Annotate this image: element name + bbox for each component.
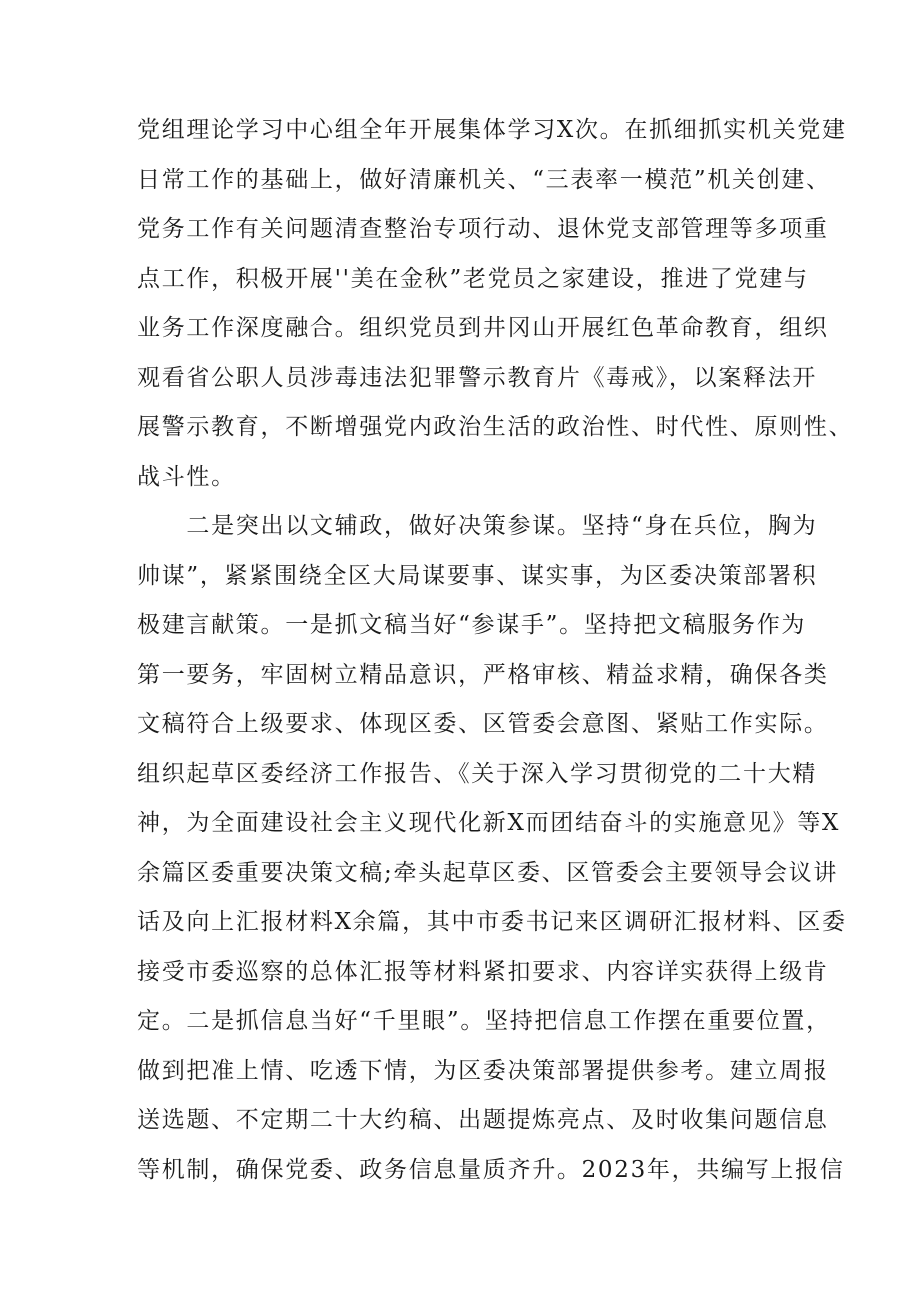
text-line: 点工作，积极开展''美在金秋”老党员之家建设，推进了党建与 [137,265,809,292]
text-line: 极建言献策。一是抓文稿当好“参谋手”。坚持把文稿服务作为 [137,612,807,638]
text-line: 帅谋”，紧紧围绕全区大局谋要事、谋实事，为区委决策部署积 [137,562,818,589]
text-line: 组织起草区委经济工作报告、《关于深入学习贯彻党的二十大精 [137,760,818,787]
text-line: 文稿符合上级要求、体现区委、区管委会意图、紧贴工作实际。 [137,711,829,737]
text-line: 神，为全面建设社会主义现代化新X而团结奋斗的实施意见》等X [137,810,841,836]
text-line: 党组理论学习中心组全年开展集体学习X次。在抓细抓实机关党建 [137,117,847,143]
text-line: 二是突出以文辅政，做好决策参谋。坚持“身在兵位，胸为 [137,513,818,539]
paragraph-party-building [137,106,854,502]
text-line: 第一要务，牢固树立精品意识，严格审核、精益求精，确保各类 [137,661,829,688]
text-line: 送选题、不定期二十大约稿、出题提炼亮点、及时收集问题信息 [137,1107,829,1133]
text-line: 接受市委巡察的总体汇报等材料紧扣要求、内容详实获得上级肯 [137,958,829,985]
body-text [137,106,854,1195]
text-line: 定。二是抓信息当好“千里眼”。坚持把信息工作摆在重要位置， [137,1008,831,1034]
text-line: 战斗性。 [137,463,236,490]
paragraph-decision-support [137,502,847,1195]
text-line: 日常工作的基础上，做好清廉机关、“三表率一模范”机关创建、 [137,166,831,193]
text-line: 展警示教育，不断增强党内政治生活的政治性、时代性、原则性、 [137,414,854,440]
text-line: 等机制，确保党委、政务信息量质齐升。2023年，共编写上报信 [137,1156,845,1183]
text-line: 业务工作深度融合。组织党员到井冈山开展红色革命教育，组织 [137,315,829,341]
text-line: 观看省公职人员涉毒违法犯罪警示教育片《毒戒》，以案释法开 [137,364,818,391]
text-line: 话及向上汇报材料X余篇，其中市委书记来区调研汇报材料、区委 [137,909,847,935]
text-line: 党务工作有关问题清查整治专项行动、退休党支部管理等多项重 [137,216,829,242]
text-line: 余篇区委重要决策文稿;牵头起草区委、区管委会主要领导会议讲 [137,859,839,886]
text-line: 做到把准上情、吃透下情，为区委决策部署提供参考。建立周报 [137,1057,829,1084]
